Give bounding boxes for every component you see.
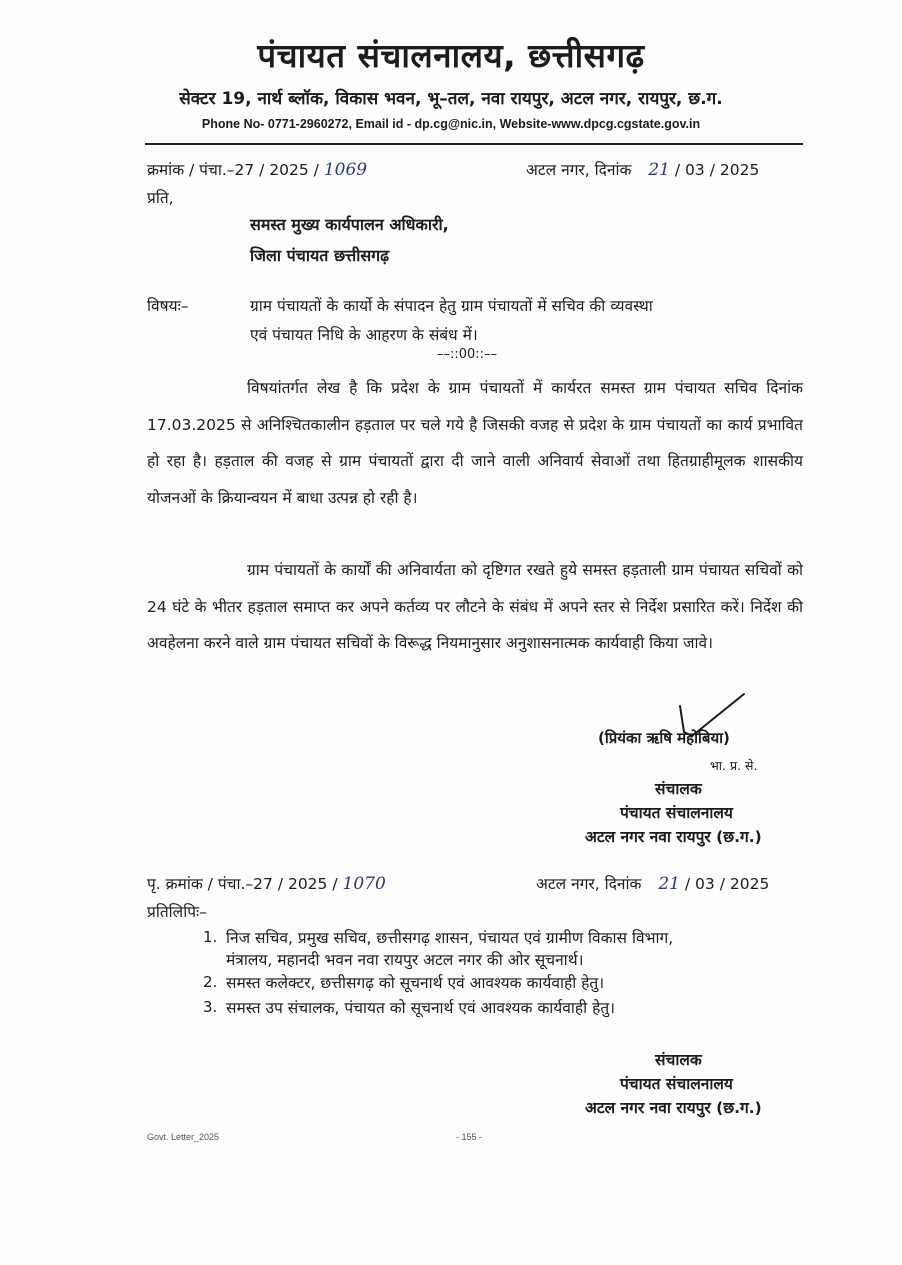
letterhead-address: सेक्टर 19, नार्थ ब्लॉक, विकास भवन, भू–तल, नवा रायपुर, अटल नगर, रायपुर, छ.ग. <box>179 89 723 109</box>
copy-item-2-line-1: समस्त कलेक्टर, छत्तीसगढ़ को सूचनार्थ एवं आवश्यक कार्यवाही हेतु। <box>226 974 605 992</box>
endorsement-number-handwritten: 1070 <box>342 874 386 894</box>
signatory-office: पंचायत संचालनालय <box>620 804 733 822</box>
endorsement-number-prefix: पृ. क्रमांक / पंचा.–27 / 2025 / <box>147 875 338 893</box>
endorsement-date-prefix: अटल नगर, दिनांक <box>536 875 642 893</box>
endorsement-number <box>147 872 386 894</box>
reference-date-rest: / 03 / 2025 <box>674 161 760 179</box>
copy-item-1-line-1: निज सचिव, प्रमुख सचिव, छत्तीसगढ़ शासन, पंचायत एवं ग्रामीण विकास विभाग, <box>226 929 674 947</box>
reference-date-day: 21 <box>648 160 670 180</box>
closing-designation: संचालक <box>655 1051 702 1069</box>
reference-date <box>526 158 759 180</box>
header-divider <box>145 143 803 145</box>
letterhead-title: पंचायत संचालनालय, छत्तीसगढ़ <box>257 36 645 75</box>
endorsement-date-rest: / 03 / 2025 <box>684 875 770 893</box>
reference-date-prefix: अटल नगर, दिनांक <box>526 161 632 179</box>
signatory-designation: संचालक <box>655 780 702 798</box>
signature-mark <box>668 692 750 762</box>
copy-item-1-line-2: मंत्रालय, महानदी भवन नवा रायपुर अटल नगर की ओर सूचनार्थ। <box>226 951 584 969</box>
copy-item-number: 1. <box>203 928 218 946</box>
copy-item-number: 3. <box>203 998 218 1016</box>
reference-number-prefix: क्रमांक / पंचा.–27 / 2025 / <box>147 161 319 179</box>
to-label: प्रति, <box>147 189 174 207</box>
closing-place: अटल नगर नवा रायपुर (छ.ग.) <box>585 1099 762 1117</box>
footer-reference: Govt. Letter_2025 <box>147 1132 220 1142</box>
subject-line-2: एवं पंचायत निधि के आहरण के संबंध में। <box>250 326 478 344</box>
signatory-service: भा. प्र. से. <box>710 758 758 773</box>
endorsement-date <box>536 872 769 894</box>
subject-line-1: ग्राम पंचायतों के कार्यो के संपादन हेतु ग्राम पंचायतों में सचिव की व्यवस्था <box>250 297 653 315</box>
subject-separator: ––::00::–– <box>437 347 498 362</box>
copy-item-number: 2. <box>203 973 218 991</box>
signatory-place: अटल नगर नवा रायपुर (छ.ग.) <box>585 828 762 846</box>
copy-label: प्रतिलिपिः– <box>147 903 207 921</box>
addressee-line-1: समस्त मुख्य कार्यपालन अधिकारी, <box>250 215 449 234</box>
addressee-line-2: जिला पंचायत छत्तीसगढ़ <box>250 246 390 265</box>
body-paragraph-2-text: ग्राम पंचायतों के कार्यों की अनिवार्यता को दृष्टिगत रखते हुये समस्त हड़ताली ग्राम पंचायत सचिवों को 24 घंटे के भीतर हड़ताल समाप्त कर अपने कर्तव्य पर लौटने के संबंध में अपने स्तर से निर्देश प्रसारित करें। निर्देश की अवहेलना करने वाले ग्राम पंचायत सचिवों के विरूद्ध नियमानुसार अनुशासनात्मक कार्यवाही किया जावे। <box>147 561 803 652</box>
reference-number <box>147 158 367 180</box>
subject-label: विषयः– <box>147 297 189 315</box>
body-paragraph-1-text: विषयांतर्गत लेख है कि प्रदेश के ग्राम पंचायतों में कार्यरत समस्त ग्राम पंचायत सचिव दिनांक 17.03.2025 से अनिश्चितकालीन हड़ताल पर चले गये है जिसकी वजह से प्रदेश के ग्राम पंचायतों का कार्य प्रभावित हो रहा है। हड़ताल की वजह से ग्राम पंचायतों द्वारा दी जाने वाली अनिवार्य सेवाओं तथा हितग्राहीमूलक शासकीय योजनओं के क्रियान्वयन में बाधा उत्पन्न हो रही है। <box>147 379 803 507</box>
body-paragraph-2 <box>147 552 803 662</box>
reference-number-handwritten: 1069 <box>323 160 368 180</box>
page-number: - 155 - <box>456 1132 483 1142</box>
body-paragraph-1 <box>147 370 803 516</box>
closing-office: पंचायत संचालनालय <box>620 1075 733 1093</box>
endorsement-date-day: 21 <box>658 874 680 894</box>
signatory-name: (प्रियंका ऋषि महोबिया) <box>598 729 730 747</box>
copy-item-3-line-1: समस्त उप संचालक, पंचायत को सूचनार्थ एवं आवश्यक कार्यवाही हेतु। <box>226 999 616 1017</box>
letterhead-contact: Phone No- 0771-2960272, Email id - dp.cg@nic.in, Website-www.dpcg.cgstate.gov.in <box>201 117 701 131</box>
